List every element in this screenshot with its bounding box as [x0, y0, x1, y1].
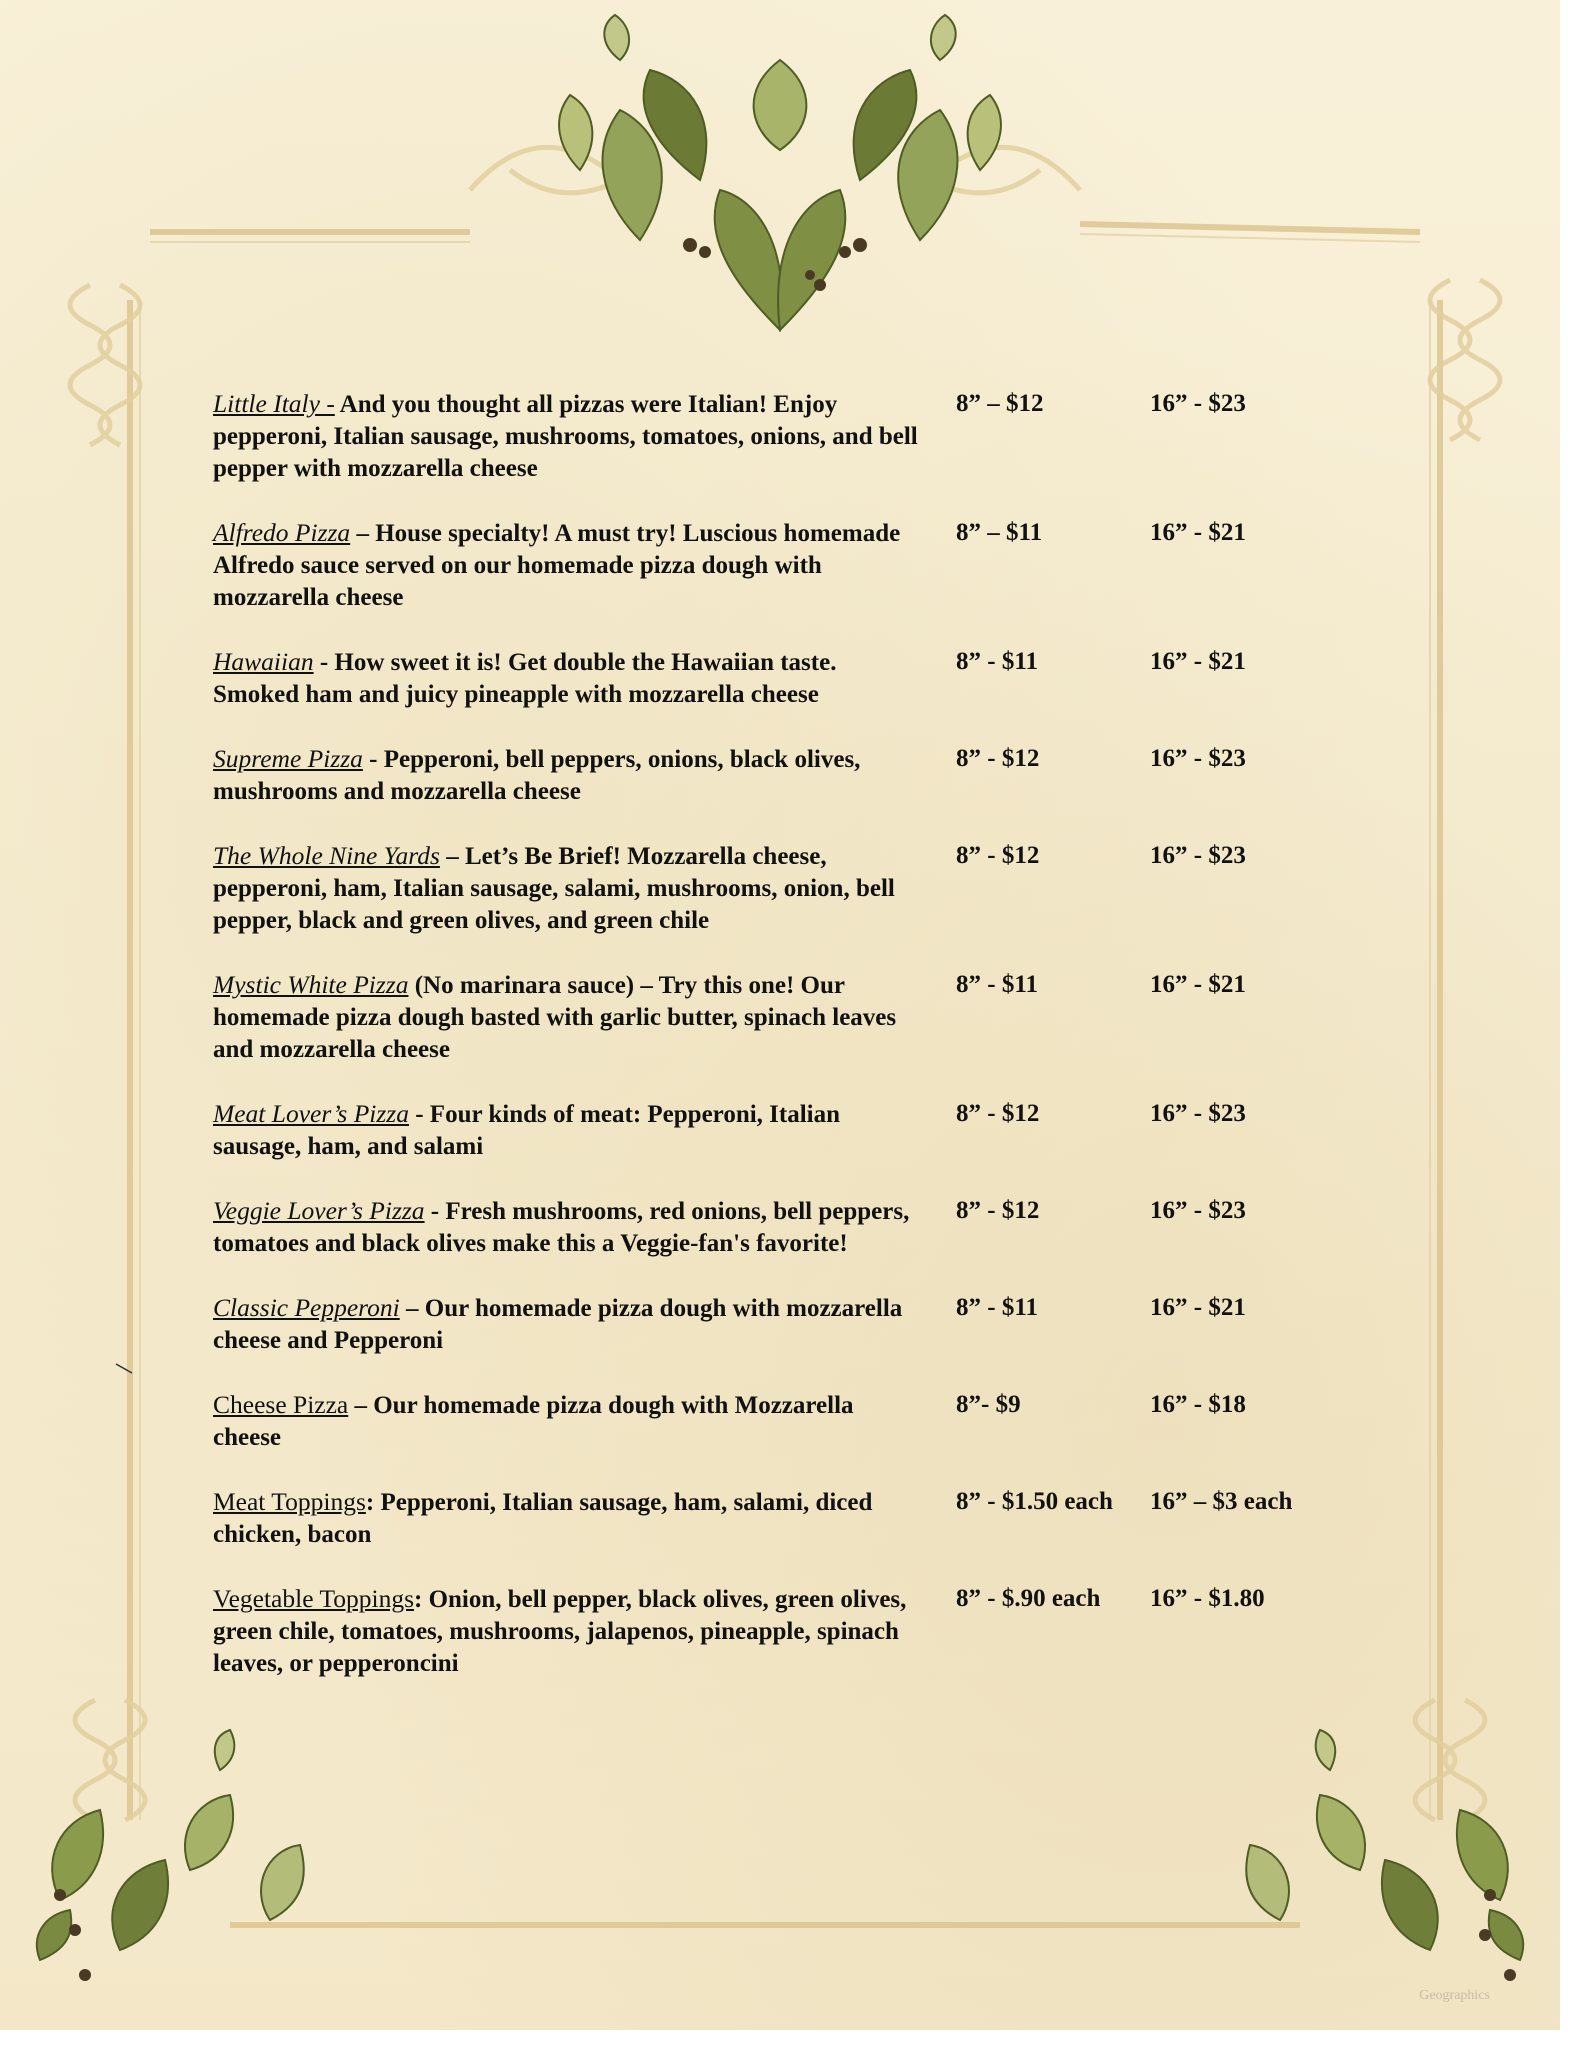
- ivy-top-ornament: [559, 15, 1001, 330]
- menu-item-name: Veggie Lover’s Pizza: [213, 1196, 425, 1225]
- menu-item-name: Hawaiian: [213, 647, 314, 676]
- menu-item-name: Mystic White Pizza: [213, 970, 409, 999]
- price-large: 16” - $1.80: [1150, 1585, 1265, 1612]
- menu-item: [213, 743, 1353, 808]
- menu-item-text: [213, 1098, 918, 1163]
- price-large: 16” - $21: [1150, 648, 1246, 675]
- menu-item-description: : Pepperoni, Italian sausage, ham, salami, diced chicken, bacon: [213, 1489, 873, 1548]
- menu-item-name: Vegetable Toppings: [213, 1584, 414, 1613]
- price-large: 16” - $21: [1150, 1294, 1246, 1321]
- menu-item-description: - Four kinds of meat: Pepperoni, Italian sausage, ham, and salami: [213, 1101, 841, 1160]
- menu-item-text: [213, 743, 918, 808]
- menu-item-text: [213, 969, 918, 1066]
- menu-item-description: – House specialty! A must try! Luscious homemade Alfredo sauce served on our homemade pizza dough with mozzarella cheese: [213, 520, 901, 611]
- price-large: 16” - $23: [1150, 1197, 1246, 1224]
- menu-item: [213, 1583, 1353, 1680]
- menu-item-text: [213, 1389, 918, 1454]
- menu-item: [213, 1292, 1353, 1357]
- price-small: 8” - $11: [956, 971, 1038, 998]
- menu-item-text: [213, 646, 918, 711]
- price-small: 8” - $12: [956, 1100, 1040, 1127]
- menu-item-name: Supreme Pizza: [213, 744, 363, 773]
- price-small: 8” – $12: [956, 390, 1044, 417]
- price-large: 16” - $21: [1150, 519, 1246, 546]
- menu-item-description: - Pepperoni, bell peppers, onions, black olives, mushrooms and mozzarella cheese: [213, 746, 861, 805]
- menu-item-name: The Whole Nine Yards: [213, 841, 440, 870]
- menu-item-description: And you thought all pizzas were Italian! Enjoy pepperoni, Italian sausage, mushrooms, tomatoes, onions, and bell pepper with mozzarella cheese: [213, 391, 918, 482]
- price-large: 16” - $23: [1150, 1100, 1246, 1127]
- menu-item: [213, 1195, 1353, 1260]
- menu-item-text: [213, 517, 918, 614]
- price-small: 8” - $12: [956, 842, 1040, 869]
- price-small: 8” - $11: [956, 1294, 1038, 1321]
- menu-item-name: Cheese Pizza: [213, 1390, 349, 1419]
- price-small: 8” - $12: [956, 745, 1040, 772]
- price-small: 8” - $.90 each: [956, 1585, 1101, 1612]
- price-small: 8”- $9: [956, 1391, 1021, 1418]
- menu-item: [213, 969, 1353, 1066]
- menu-item-description: : Onion, bell pepper, black olives, green olives, green chile, tomatoes, mushrooms, jalapenos, pineapple, spinach leaves, or pepperoncini: [213, 1586, 907, 1677]
- menu-item-name: Classic Pepperoni: [213, 1293, 400, 1322]
- menu-item: [213, 840, 1353, 937]
- price-small: 8” - $1.50 each: [956, 1488, 1113, 1515]
- menu-item-text: [213, 840, 918, 937]
- pizza-menu-list: [213, 388, 1353, 1712]
- menu-item-description: – Our homemade pizza dough with mozzarella cheese and Pepperoni: [213, 1295, 903, 1354]
- price-large: 16” - $23: [1150, 390, 1246, 417]
- price-small: 8” - $11: [956, 648, 1038, 675]
- menu-item-name: Meat Lover’s Pizza: [213, 1099, 409, 1128]
- price-small: 8” – $11: [956, 519, 1043, 546]
- price-small: 8” - $12: [956, 1197, 1040, 1224]
- menu-item: [213, 1486, 1353, 1551]
- footer-credit: Geographics: [1419, 1988, 1490, 2003]
- menu-item: [213, 388, 1353, 485]
- menu-item-description: - How sweet it is! Get double the Hawaiian taste. Smoked ham and juicy pineapple with mozzarella cheese: [213, 649, 837, 708]
- menu-item-name: Little Italy -: [213, 389, 335, 418]
- menu-item: [213, 1098, 1353, 1163]
- menu-item-name: Meat Toppings: [213, 1487, 366, 1516]
- menu-item-text: [213, 1292, 918, 1357]
- price-large: 16” - $21: [1150, 971, 1246, 998]
- menu-item-text: [213, 1195, 918, 1260]
- stray-pen-mark: [114, 1362, 136, 1376]
- menu-item-text: [213, 1583, 918, 1680]
- menu-item-description: – Our homemade pizza dough with Mozzarella cheese: [213, 1392, 854, 1451]
- price-large: 16” - $23: [1150, 842, 1246, 869]
- menu-item-description: – Let’s Be Brief! Mozzarella cheese, pepperoni, ham, Italian sausage, salami, mushrooms, onion, bell pepper, black and green olives, and green chile: [213, 843, 895, 934]
- menu-item-text: [213, 1486, 918, 1551]
- menu-item: [213, 646, 1353, 711]
- menu-item-description: (No marinara sauce) – Try this one! Our homemade pizza dough basted with garlic butter, spinach leaves and mozzarella cheese: [213, 972, 897, 1063]
- menu-item: [213, 517, 1353, 614]
- menu-item-description: - Fresh mushrooms, red onions, bell peppers, tomatoes and black olives make this a Veggie-fan's favorite!: [213, 1198, 910, 1257]
- price-large: 16” – $3 each: [1150, 1488, 1293, 1515]
- menu-item-text: [213, 388, 918, 485]
- price-large: 16” - $18: [1150, 1391, 1246, 1418]
- price-large: 16” - $23: [1150, 745, 1246, 772]
- menu-item: [213, 1389, 1353, 1454]
- menu-item-name: Alfredo Pizza: [213, 518, 351, 547]
